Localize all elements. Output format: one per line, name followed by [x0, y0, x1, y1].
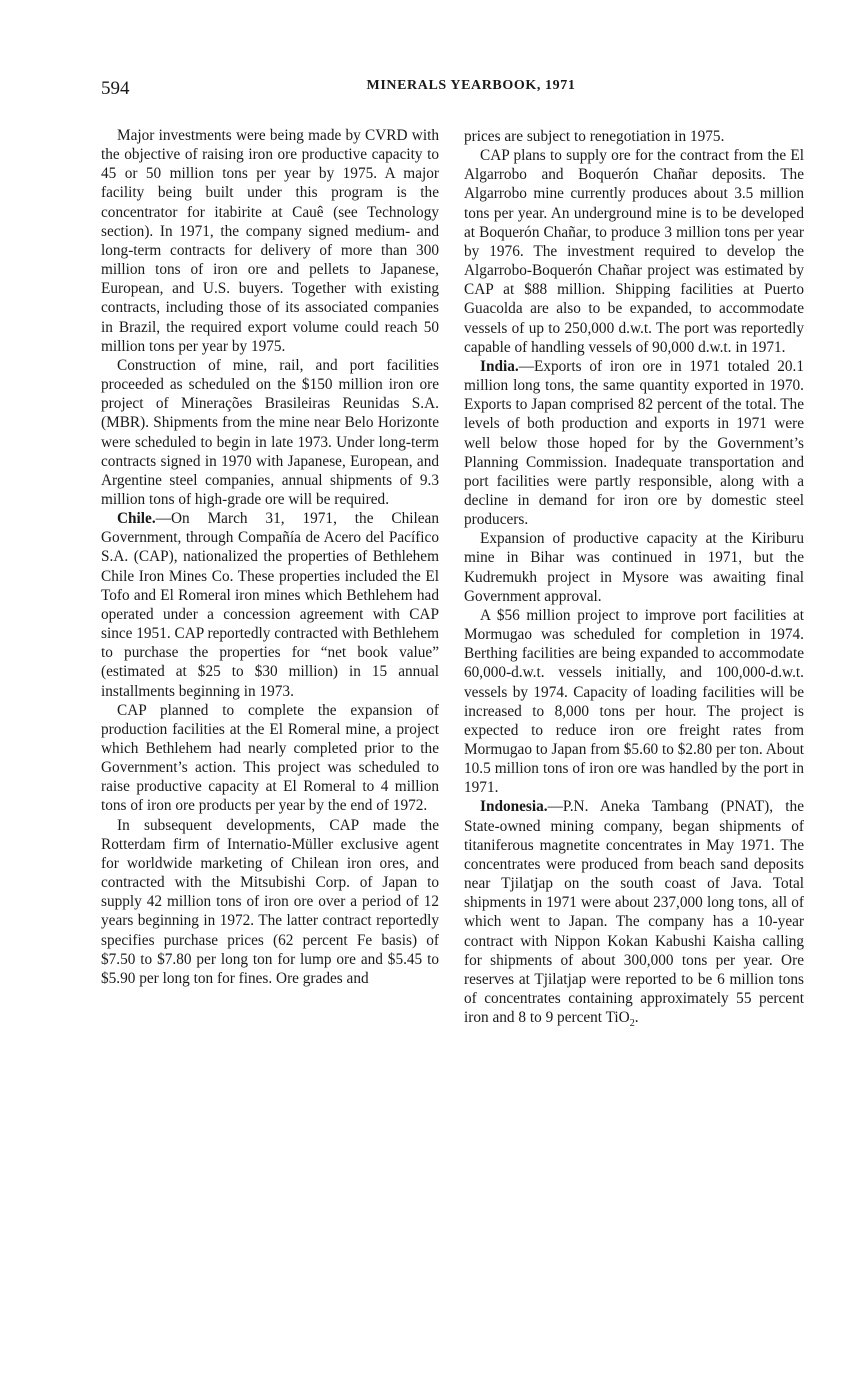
paragraph-chile-text: —On March 31, 1971, the Chilean Government, through Compañía de Acero del Pacífico S.A. (CAP), nationalized the properties of Bethlehem Chile Iron Mines Co. These properties included the El Tofo and El Romeral iron mines which Bethlehem had operated under a concession agreement with CAP since 1951. CAP reportedly contracted with Bethlehem to purchase the properties for “net book value” (estimated at $25 to $30 million) in 15 annual installments beginning in 1973. — [101, 510, 440, 700]
page-header — [101, 74, 841, 104]
country-heading-chile: Chile. — [117, 510, 156, 528]
left-column — [101, 126, 439, 988]
paragraph-cap-contracts: In subsequent developments, CAP made the Rotterdam firm of Internatio-Müller exclusive agent for worldwide marketing of Chilean iron ores, and contracted with the Mitsubishi Corp. of Japan to supply 42 million tons of iron ore over a period of 12 years beginning in 1972. The latter contract reportedly specifies purchase prices (62 percent Fe basis) of $7.50 to $7.80 per long ton for lump ore and $5.45 to $5.90 per long ton for fines. Ore grades and — [101, 816, 439, 987]
paragraph-cvrd-investments: Major investments were being made by CVRD with the objective of raising iron ore productive capacity to 45 or 50 million tons per year by 1975. A major facility being built under this program is the concentrator for itabirite at Cauê (see Technology section). In 1971, the company signed medium- and long-term contracts for delivery of more than 300 million tons of iron ore and pellets to Japanese, European, and U.S. buyers. Together with existing contracts, including those of its associated companies in Brazil, the required export volume could reach 50 million tons per year by 1975. — [101, 127, 439, 355]
paragraph-algarrobo-supply: CAP plans to supply ore for the contract from the El Algarrobo and Boquerón Chañar deposits. The Algarrobo mine currently produces about 3.5 million tons per year. An underground mine is to be developed at Boquerón Chañar, to produce 3 million tons per year by 1976. The investment required to develop the Algarrobo-Boquerón Chañar project was estimated by CAP at $88 million. Shipping facilities at Puerto Guacolda are also to be expanded, to accommodate vessels of up to 250,000 d.w.t. The port was reportedly capable of handling vessels of 90,000 d.w.t. in 1971. — [464, 147, 804, 356]
page-number: 594 — [101, 78, 130, 99]
tio2-subscript: 2 — [629, 1018, 635, 1030]
paragraph-india-exports — [464, 357, 804, 529]
paragraph-mormugao-port: A $56 million project to improve port facilities at Mormugao was scheduled for completion in 1974. Berthing facilities are being expanded to accommodate 60,000-d.w.t. vessels initially, and 100,000-d.w.t. vessels by 1974. Capacity of loading facilities will be increased to 8,000 tons per hour. The project is expected to reduce iron ore freight rates from Mormugao to Japan from $5.60 to $2.80 per ton. About 10.5 million tons of iron ore was handled by the port in 1971. — [464, 606, 804, 797]
country-heading-indonesia: Indonesia. — [480, 798, 548, 816]
paragraph-chile-nationalization — [101, 509, 439, 701]
running-title: MINERALS YEARBOOK, 1971 — [366, 78, 576, 93]
right-column — [464, 127, 804, 1030]
paragraph-mbr-project: Construction of mine, rail, and port facilities proceeded as scheduled on the $150 million iron ore project of Minerações Brasileiras Reunidas S.A. (MBR). Shipments from the mine near Belo Horizonte were scheduled to begin in late 1973. Under long-term contracts signed in 1970 with Japanese, European, and Argentine steel companies, annual shipments of 9.3 million tons of high-grade ore will be required. — [101, 356, 439, 508]
paragraph-indonesia-text: —P.N. Aneka Tambang (PNAT), the State-owned mining company, began shipments of titaniferous magnetite concentrates in May 1971. The concentrates were produced from beach sand deposits near Tjilatjap on the south coast of Java. Total shipments in 1971 were about 237,000 long tons, all of which went to Japan. The company has a 10-year contract with Nippon Kokan Kabushi Kaisha calling for shipments of about 300,000 tons per year. Ore reserves at Tjilatjap were reported to be 6 million tons of concentrates containing approximately 55 percent iron and 8 to 9 percent TiO — [464, 798, 804, 1027]
paragraph-continued-prices: prices are subject to renegotiation in 1975. — [464, 128, 725, 145]
paragraph-india-text: —Exports of iron ore in 1971 totaled 20.1 million long tons, the same quantity exported in 1970. Exports to Japan comprised 82 percent of the total. The levels of both production and exports in 1971 were well below those hoped for by the Government’s Planning Commission. Inadequate transportation and port facilities were partly responsible, along with a decline in demand for iron ore by domestic steel producers. — [464, 357, 804, 529]
paragraph-indonesia-end: . — [634, 1009, 639, 1027]
country-heading-india: India. — [480, 357, 519, 375]
paragraph-kiriburu-expansion: Expansion of productive capacity at the Kiriburu mine in Bihar was continued in 1971, but the Kudremukh project in Mysore was awaiting final Government approval. — [464, 530, 804, 605]
paragraph-indonesia-shipments — [464, 797, 804, 1030]
paragraph-el-romeral-expansion: CAP planned to complete the expansion of production facilities at the El Romeral mine, a project which Bethlehem had nearly completed prior to the Government’s action. This project was scheduled to raise productive capacity at El Romeral to 4 million tons of iron ore products per year by the end of 1972. — [101, 701, 439, 815]
